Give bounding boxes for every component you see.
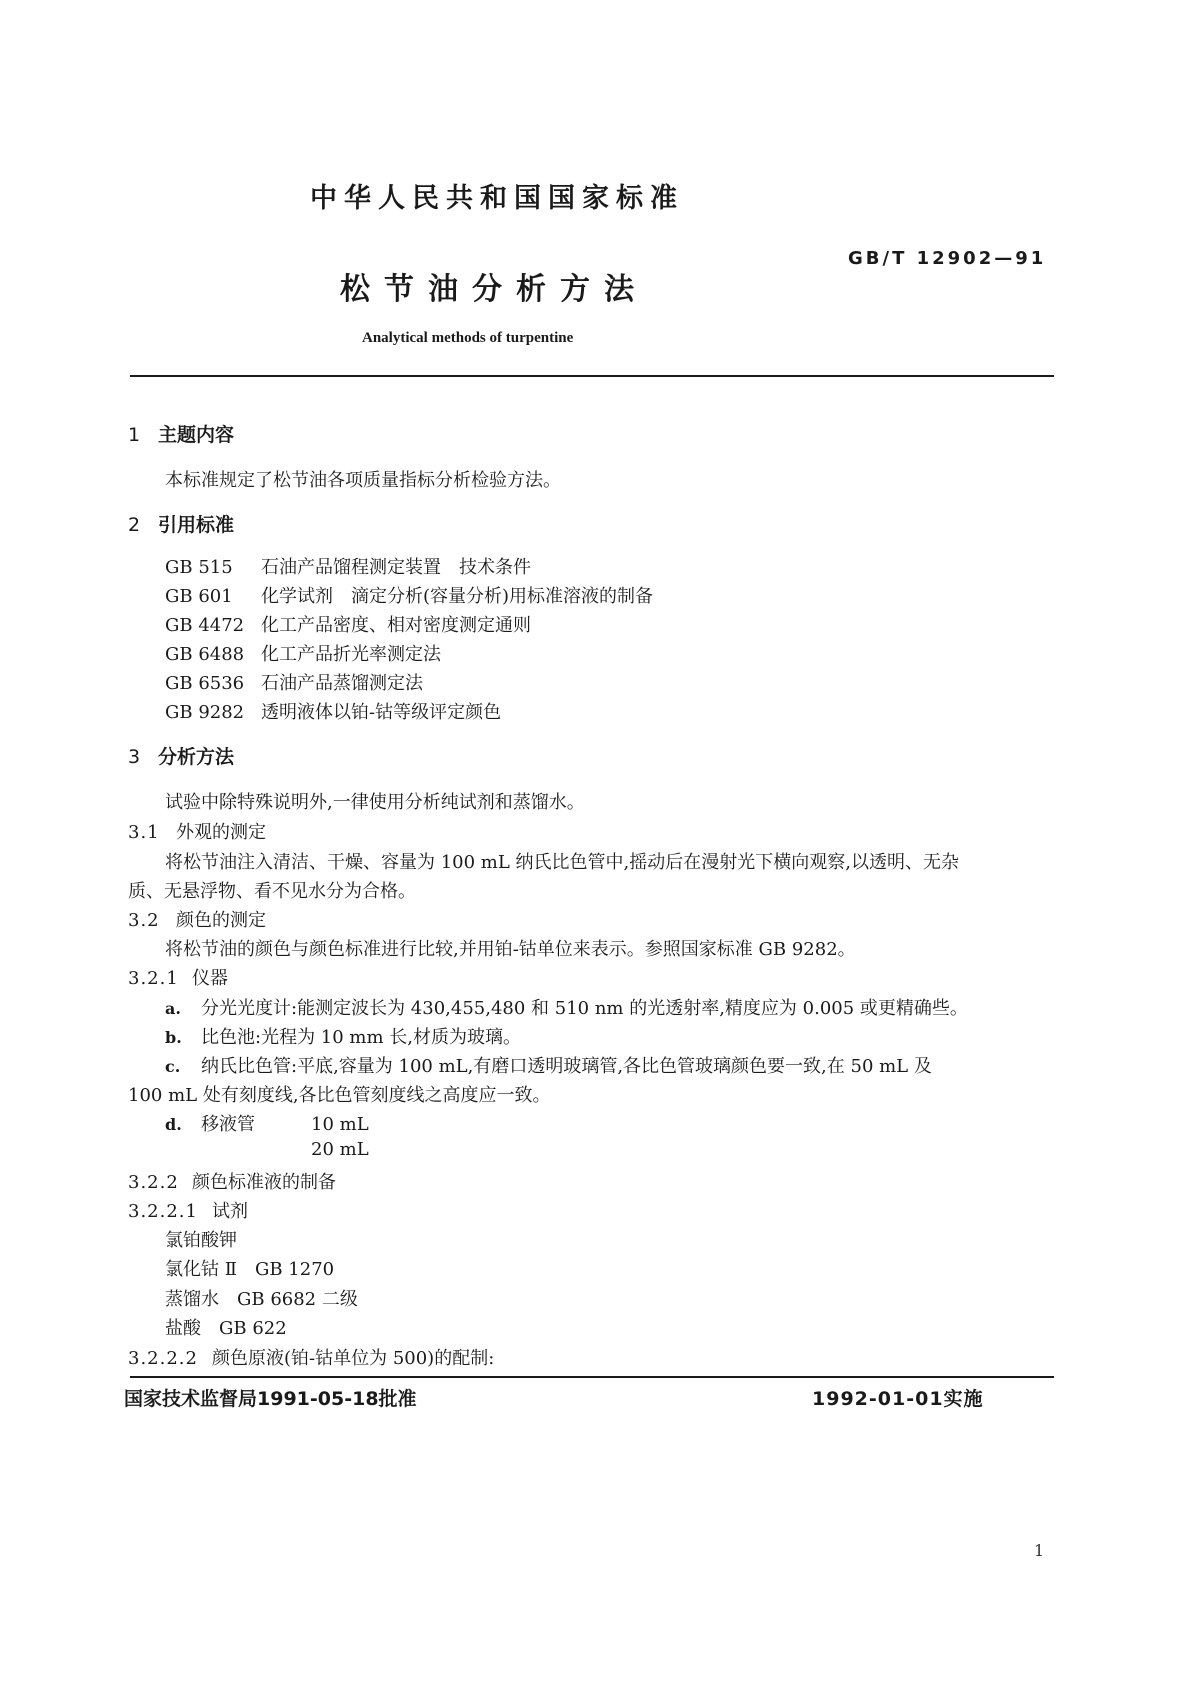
document-title-english: Analytical methods of turpentine <box>362 330 574 346</box>
header-divider <box>130 375 1054 377</box>
reagent-item: 盐酸 GB 622 <box>165 1318 287 1339</box>
footer-divider <box>130 1376 1054 1378</box>
reference-item: GB 9282 透明液体以铂-钴等级评定颜色 <box>165 702 502 723</box>
subsection-3-2-heading: 3.2 颜色的测定 <box>128 910 266 931</box>
section-3-heading: 3 分析方法 <box>128 746 235 768</box>
subsection-3-2-2-2-heading: 3.2.2.2 颜色原液(铂-钴单位为 500)的配制: <box>128 1348 495 1369</box>
reagent-item: 蒸馏水 GB 6682 二级 <box>165 1289 358 1310</box>
country-standard-heading: 中华人民共和国国家标准 <box>310 183 684 214</box>
reference-item: GB 515 石油产品馏程测定装置 技术条件 <box>165 557 531 578</box>
section-1-text: 本标准规定了松节油各项质量指标分析检验方法。 <box>165 470 561 491</box>
reference-item: GB 601 化学试剂 滴定分析(容量分析)用标准溶液的制备 <box>165 586 654 607</box>
section-1-heading: 1 主题内容 <box>128 424 235 446</box>
instrument-item-c-cont: 100 mL 处有刻度线,各比色管刻度线之高度应一致。 <box>128 1085 551 1106</box>
reference-item: GB 6488 化工产品折光率测定法 <box>165 644 441 665</box>
subsection-3-1-text-cont: 质、无悬浮物、看不见水分为合格。 <box>128 881 416 902</box>
subsection-3-1-text: 将松节油注入清洁、干燥、容量为 100 mL 纳氏比色管中,摇动后在漫射光下横向观察,以透明、无杂 <box>165 852 959 873</box>
reagent-item: 氯化钴 Ⅱ GB 1270 <box>165 1259 335 1280</box>
section-3-intro: 试验中除特殊说明外,一律使用分析纯试剂和蒸馏水。 <box>165 792 585 813</box>
instrument-item-b: b. 比色池:光程为 10 mm 长,材质为玻璃。 <box>165 1027 521 1048</box>
subsection-3-2-2-heading: 3.2.2 颜色标准液的制备 <box>128 1172 336 1193</box>
section-2-heading: 2 引用标准 <box>128 514 235 536</box>
document-title: 松节油分析方法 <box>340 272 648 307</box>
subsection-3-1-heading: 3.1 外观的测定 <box>128 822 266 843</box>
reagent-item: 氯铂酸钾 <box>165 1230 237 1251</box>
instrument-item-d-volume: 20 mL <box>311 1139 369 1160</box>
instrument-item-a: a. 分光光度计:能测定波长为 430,455,480 和 510 nm 的光透射率,精度应为 0.005 或更精确些。 <box>165 998 968 1019</box>
approval-date: 国家技术监督局1991-05-18批准 <box>124 1388 417 1410</box>
subsection-3-2-text: 将松节油的颜色与颜色标准进行比较,并用铂-钴单位来表示。参照国家标准 GB 9282。 <box>165 939 856 960</box>
standard-code: GB/T 12902—91 <box>848 248 1047 269</box>
effective-date: 1992-01-01实施 <box>812 1388 984 1410</box>
page-number: 1 <box>1034 1541 1045 1560</box>
instrument-item-d: d. 移液管 10 mL <box>165 1114 369 1135</box>
reference-item: GB 4472 化工产品密度、相对密度测定通则 <box>165 615 531 636</box>
subsection-3-2-1-heading: 3.2.1 仪器 <box>128 968 228 989</box>
subsection-3-2-2-1-heading: 3.2.2.1 试剂 <box>128 1201 248 1222</box>
reference-item: GB 6536 石油产品蒸馏测定法 <box>165 673 423 694</box>
instrument-item-c: c. 纳氏比色管:平底,容量为 100 mL,有磨口透明玻璃管,各比色管玻璃颜色要一致,在 50 mL 及 <box>165 1056 932 1077</box>
